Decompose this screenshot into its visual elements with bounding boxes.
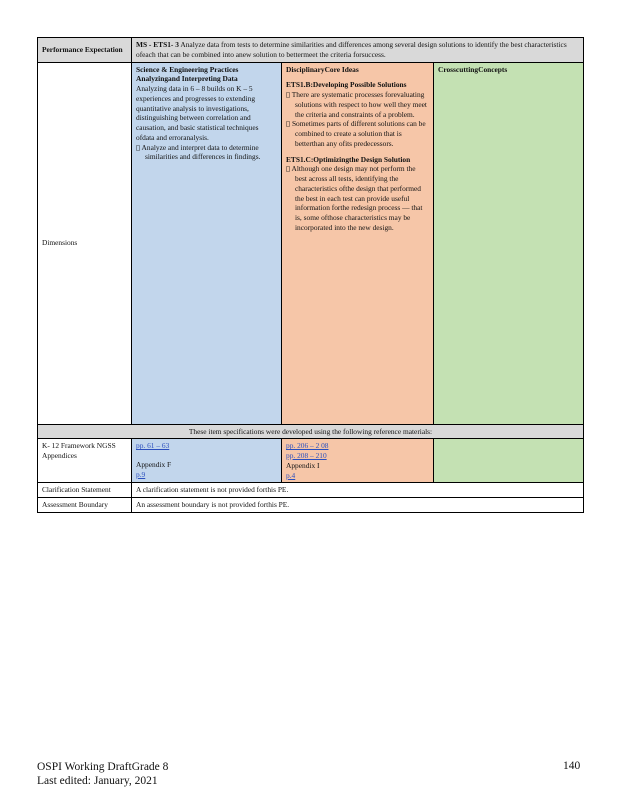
pe-label: Performance Expectation <box>38 38 132 63</box>
assessment-text: An assessment boundary is not provided forthis PE. <box>132 498 584 513</box>
dci-section2-title: ETS1.C:Optimizingthe Design Solution <box>286 154 411 164</box>
clarification-label: Clarification Statement <box>38 483 132 498</box>
dimensions-label: Dimensions <box>38 62 132 424</box>
page-footer <box>37 760 168 789</box>
dimensions-row <box>38 62 584 424</box>
sep-bullet-text: Analyze and interpret data to determine similarities and differences in findings. <box>141 142 261 162</box>
dci-title: DisciplinaryCore Ideas <box>286 64 359 74</box>
page-number: 140 <box>563 760 581 772</box>
ccc-references <box>434 439 584 483</box>
dci-s1-bullet-1 <box>286 90 429 119</box>
clarification-row <box>38 483 584 498</box>
sep-ref-link-3[interactable]: p.9 <box>136 469 146 479</box>
dci-s1-bullet-2-text: Sometimes parts of different solutions can be combined to create a solution that is betterthan any ofits predecessors. <box>291 119 426 148</box>
clarification-text: A clarification statement is not provided forthis PE. <box>132 483 584 498</box>
sep-references <box>132 439 282 483</box>
dci-ref-link-4[interactable]: p.4 <box>286 470 296 480</box>
item-spec-table <box>37 37 584 513</box>
pe-cell <box>132 38 584 63</box>
dci-s2-bullet-1 <box>286 164 429 232</box>
ccc-title: CrosscuttingConcepts <box>438 64 508 74</box>
dci-ref-link-2[interactable]: pp. 208 – 210 <box>286 451 327 461</box>
sep-body: Analyzing data in 6 – 8 builds on K – 5 experiences and progresses to extending quantitative analysis to investigations, distinguishing between correlation and causation, and basic statistical techniques ofdata and erroranalysis. <box>136 84 259 142</box>
bullet-glyph: ▯ <box>286 164 291 174</box>
dci-s1-bullet-1-text: There are systematic processes forevaluating solutions with respect to how well they meet the criteria and constraints of a problem. <box>291 90 427 119</box>
dci-s1-bullet-2 <box>286 119 429 148</box>
sep-ref-link-1[interactable]: pp. 61 – 63 <box>136 441 170 451</box>
bullet-glyph: ▯ <box>136 142 141 152</box>
dci-references <box>282 439 434 483</box>
assessment-label: Assessment Boundary <box>38 498 132 513</box>
reference-intro: These item specifications were developed using the following reference materials: <box>38 424 584 439</box>
footer-draft-line: OSPI Working DraftGrade 8 <box>37 761 169 773</box>
dci-s2-bullet-1-text: Although one design may not perform the best across all tests, identifying the characteristics ofthe design that performed the best in each test can provide useful information forthe redesign process — that is, some ofthose characteristics may be incorporated into the new design. <box>291 164 423 233</box>
ccc-cell <box>434 62 584 424</box>
sep-cell <box>132 62 282 424</box>
pe-code: MS - ETS1- 3 <box>136 40 179 49</box>
footer-edited-line: Last edited: January, 2021 <box>37 775 158 788</box>
dci-ref-3: Appendix I <box>286 460 320 470</box>
dci-section1-title: ETS1.B:Developing Possible Solutions <box>286 80 407 90</box>
pe-row <box>38 38 584 63</box>
sep-subtitle: Analyzingand Interpreting Data <box>136 74 238 84</box>
pe-text: Analyze data from tests to determine similarities and differences among several design solutions to identify the best characteristics ofeach that can be combined into anew solution to bettermeet the criteria forsuccess. <box>136 40 567 59</box>
sep-ref-2: Appendix F <box>136 460 172 470</box>
spec-document <box>37 37 583 513</box>
dci-ref-link-1[interactable]: pp. 206 – 2 08 <box>286 441 329 451</box>
bullet-glyph: ▯ <box>286 119 291 129</box>
assessment-row <box>38 498 584 513</box>
reference-label: K- 12 Framework NGSS Appendices <box>38 439 132 483</box>
dci-cell <box>282 62 434 424</box>
reference-intro-row <box>38 424 584 439</box>
sep-bullet <box>136 143 277 163</box>
bullet-glyph: ▯ <box>286 90 291 100</box>
sep-title: Science & Engineering Practices <box>136 64 239 74</box>
reference-row <box>38 439 584 483</box>
